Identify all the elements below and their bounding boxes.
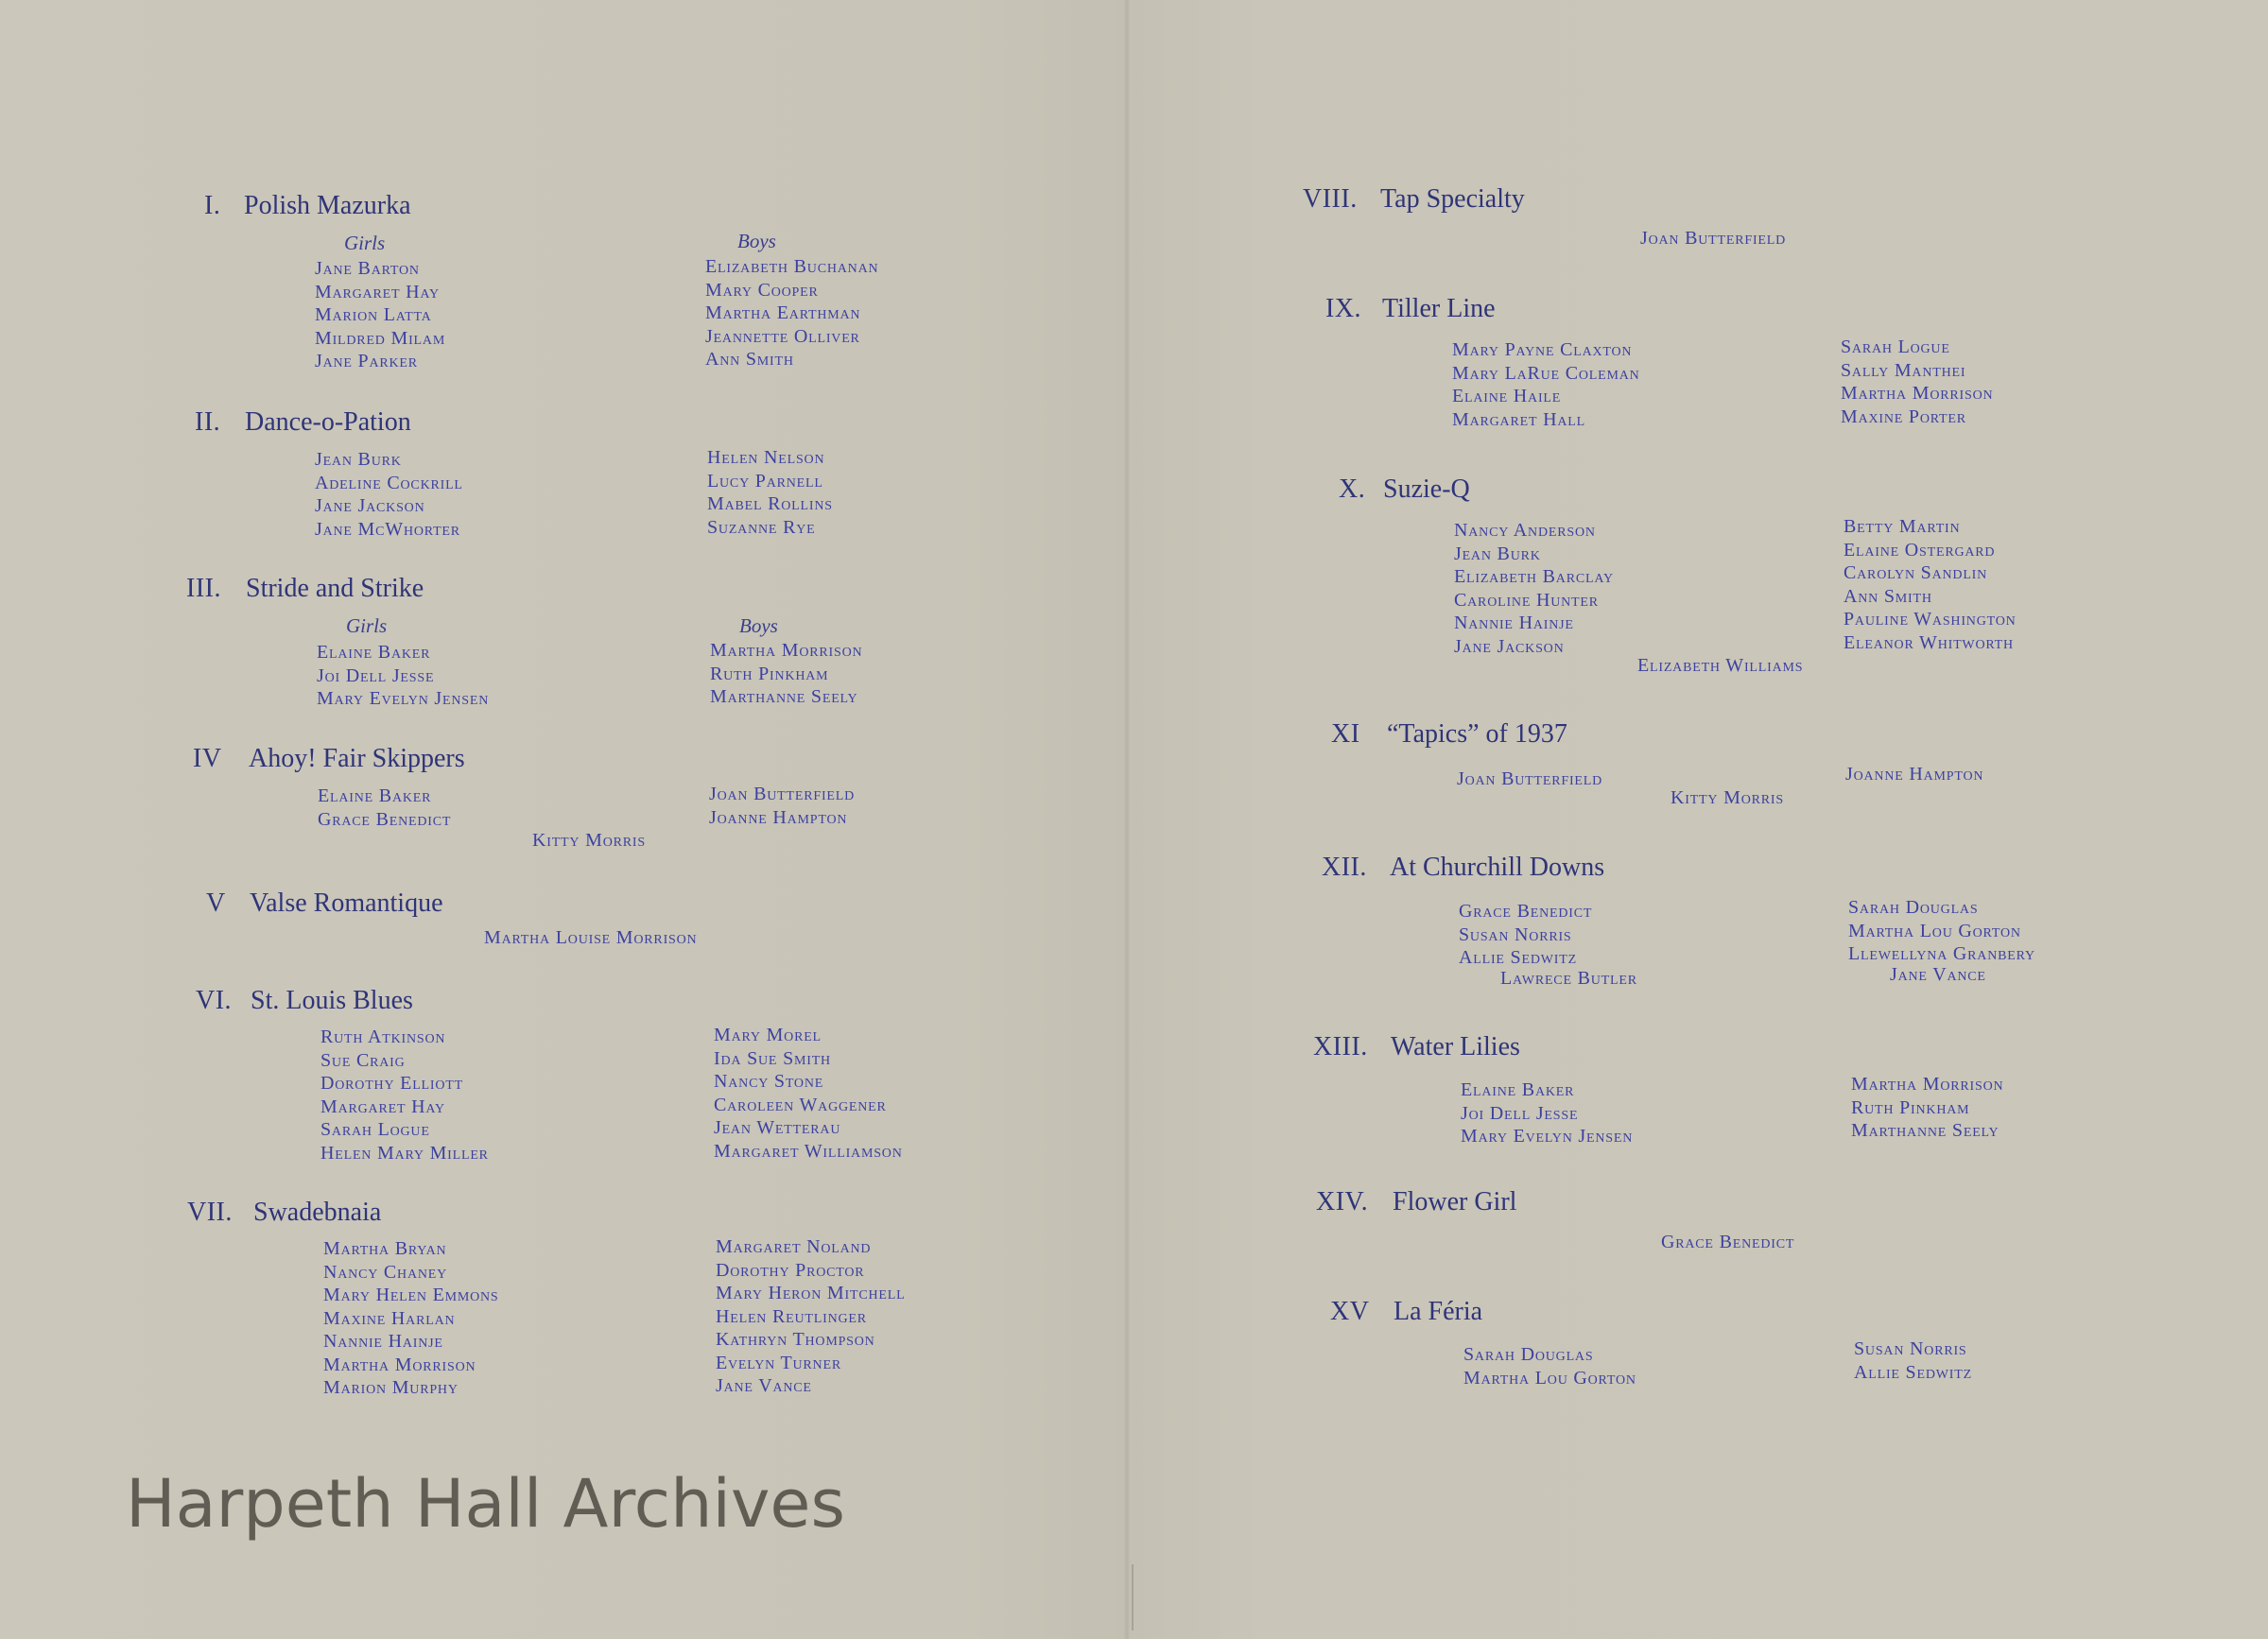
performer-name: Caroline Hunter: [1454, 589, 1599, 611]
performer-name: Marthanne Seely: [710, 686, 858, 707]
section-number: XIII.: [1313, 1032, 1368, 1061]
name-list-right: [1851, 1073, 2003, 1143]
name-list-left: [1457, 768, 1602, 791]
name-list-right: [716, 1235, 905, 1398]
performer-name: Jeannette Olliver: [705, 325, 860, 347]
girls-heading: Girls: [344, 232, 386, 254]
name-list-right: [714, 1024, 903, 1163]
girls-heading: Girls: [346, 614, 388, 637]
section-number: II.: [195, 407, 221, 437]
performer-name: Sarah Logue: [1841, 336, 1950, 357]
performer-name: Joi Dell Jesse: [317, 664, 435, 686]
section-number: XI: [1331, 719, 1360, 749]
section-number: III.: [186, 574, 221, 603]
section-title: Dance-o-Pation: [245, 407, 411, 437]
performer-name: Sue Craig: [320, 1049, 406, 1071]
section-title: Stride and Strike: [246, 574, 424, 603]
performer-name: Jean Wetterau: [714, 1117, 841, 1138]
performer-name: Elizabeth Buchanan: [705, 256, 879, 277]
performer-name: Elaine Ostergard: [1844, 539, 1996, 561]
performer-name: Martha Lou Gorton: [1463, 1367, 1636, 1389]
section-title: Suzie-Q: [1383, 474, 1470, 504]
name-list-right: [1848, 896, 2035, 966]
section-number: XIV.: [1316, 1187, 1369, 1216]
performer-name: Margaret Hay: [320, 1096, 445, 1117]
performer-name: Mary Payne Claxton: [1452, 339, 1633, 360]
name-list-left: [317, 641, 489, 711]
performer-name: Sally Manthei: [1841, 359, 1966, 381]
performer-name: Susan Norris: [1459, 923, 1572, 945]
performer-name: Mary Helen Emmons: [323, 1285, 499, 1305]
performer-name: Martha Lou Gorton: [1848, 920, 2021, 941]
performer-name: Mary Evelyn Jensen: [1461, 1126, 1634, 1147]
performer-name: Jean Burk: [1454, 543, 1541, 564]
section-title: St. Louis Blues: [251, 986, 413, 1015]
performer-name: Ida Sue Smith: [714, 1047, 831, 1069]
performer-name: Ruth Atkinson: [320, 1027, 446, 1047]
performer-name: Marion Murphy: [323, 1377, 459, 1398]
section-title: Flower Girl: [1393, 1187, 1517, 1216]
performer-name: Margaret Hall: [1452, 408, 1585, 430]
performer-name: Allie Sedwitz: [1854, 1361, 1972, 1383]
section-title: Water Lilies: [1391, 1032, 1520, 1061]
performer-name: Sarah Logue: [320, 1119, 430, 1140]
performer-name: Llewellyna Granbery: [1848, 943, 2035, 964]
name-list-right: [705, 255, 878, 371]
performer-name: Ruth Pinkham: [1851, 1096, 1970, 1118]
performer-name: Elizabeth Barclay: [1454, 566, 1614, 587]
performer-name: Mary LaRue Coleman: [1452, 362, 1640, 384]
section-number: IV: [193, 744, 222, 773]
performer-name: Martha Morrison: [323, 1354, 476, 1375]
performer-name: Dorothy Proctor: [716, 1259, 865, 1281]
name-list-left: [1463, 1343, 1636, 1389]
name-list-left: [1452, 338, 1640, 431]
name-list-left: [320, 1026, 489, 1165]
name-list-right: [707, 446, 833, 539]
section-number: I.: [204, 191, 221, 220]
performer-name: Martha Morrison: [710, 640, 863, 661]
performer-name: Maxine Harlan: [323, 1307, 456, 1329]
performer-name: Joan Butterfield: [1457, 768, 1603, 789]
name-list-left: [315, 257, 445, 373]
performer-name: Jean Burk: [315, 449, 402, 470]
performer-name: Martha Bryan: [323, 1238, 447, 1259]
performer-name: Jane Jackson: [1454, 635, 1565, 657]
performer-name: Mildred Milam: [315, 327, 446, 349]
featured-name: Joan Butterfield: [1640, 228, 1787, 249]
performer-name: Elaine Baker: [318, 785, 432, 806]
performer-name: Jane Jackson: [315, 495, 425, 516]
featured-name: Kitty Morris: [1671, 787, 1784, 808]
featured-name: Martha Louise Morrison: [484, 927, 698, 948]
performer-name: Nancy Stone: [714, 1071, 824, 1092]
name-extra-right: Jane Vance: [1890, 964, 1986, 985]
section-title: Tap Specialty: [1380, 184, 1525, 214]
performer-name: Grace Benedict: [1459, 901, 1593, 922]
performer-name: Mary Morel: [714, 1025, 822, 1045]
name-list-right: [1841, 336, 1993, 428]
section-number: X.: [1339, 474, 1366, 504]
name-list-left: [323, 1237, 499, 1400]
performer-name: Elaine Baker: [1461, 1079, 1575, 1100]
performer-name: Joanne Hampton: [709, 806, 848, 828]
section-number: XII.: [1322, 853, 1367, 882]
performer-name: Eleanor Whitworth: [1844, 631, 2014, 653]
name-list-right: [710, 639, 862, 709]
boys-heading: Boys: [737, 230, 776, 252]
performer-name: Nannie Hainje: [323, 1331, 443, 1352]
performer-name: Nancy Chaney: [323, 1261, 448, 1283]
name-list-left: [1454, 519, 1614, 658]
archive-watermark: Harpeth Hall Archives: [126, 1465, 845, 1543]
performer-name: Martha Morrison: [1841, 383, 1994, 404]
section-title: Swadebnaia: [253, 1198, 382, 1227]
performer-name: Susan Norris: [1854, 1338, 1967, 1359]
name-list-left: [318, 785, 451, 831]
section-title: “Tapics” of 1937: [1387, 719, 1567, 749]
staple-mark: [1132, 1564, 1134, 1630]
performer-name: Caroleen Waggener: [714, 1094, 887, 1115]
performer-name: Dorothy Elliott: [320, 1073, 463, 1094]
name-list-left: [1459, 900, 1592, 970]
performer-name: Nannie Hainje: [1454, 612, 1574, 633]
performer-name: Jane Vance: [716, 1375, 812, 1396]
performer-name: Betty Martin: [1844, 516, 1961, 537]
performer-name: Evelyn Turner: [716, 1352, 841, 1373]
performer-name: Martha Earthman: [705, 302, 861, 323]
section-title: Ahoy! Fair Skippers: [249, 744, 465, 773]
performer-name: Joanne Hampton: [1845, 764, 1984, 785]
section-number: XV: [1330, 1297, 1370, 1326]
section-number: V: [206, 889, 226, 918]
performer-name: Helen Nelson: [707, 447, 825, 468]
performer-name: Margaret Hay: [315, 281, 440, 302]
section-title: Tiller Line: [1382, 294, 1496, 323]
performer-name: Mary Evelyn Jensen: [317, 688, 490, 709]
performer-name: Elaine Baker: [317, 642, 431, 663]
featured-name: Kitty Morris: [532, 830, 646, 851]
section-number: IX.: [1325, 294, 1362, 323]
performer-name: Mabel Rollins: [707, 493, 833, 514]
performer-name: Ann Smith: [705, 349, 794, 370]
performer-name: Maxine Porter: [1841, 405, 1966, 427]
name-extra-left: Lawrece Butler: [1500, 968, 1637, 989]
performer-name: Allie Sedwitz: [1459, 947, 1577, 968]
performer-name: Grace Benedict: [318, 808, 452, 830]
performer-name: Margaret Noland: [716, 1236, 872, 1257]
name-list-right: [1844, 515, 2017, 654]
performer-name: Nancy Anderson: [1454, 520, 1596, 541]
performer-name: Pauline Washington: [1844, 609, 2017, 630]
name-list-right: [1845, 763, 1983, 786]
section-title: La Féria: [1394, 1297, 1483, 1326]
section-title: At Churchill Downs: [1390, 853, 1605, 882]
performer-name: Mary Cooper: [705, 279, 819, 301]
performer-name: Jane Barton: [315, 258, 420, 279]
section-number: VIII.: [1303, 184, 1358, 214]
performer-name: Joi Dell Jesse: [1461, 1102, 1579, 1124]
section-title: Polish Mazurka: [244, 191, 411, 220]
section-title: Valse Romantique: [250, 889, 443, 918]
performer-name: Martha Morrison: [1851, 1074, 2004, 1095]
page-fold: [1124, 0, 1130, 1639]
performer-name: Kathryn Thompson: [716, 1329, 875, 1350]
performer-name: Jane Parker: [315, 351, 418, 371]
performer-name: Adeline Cockrill: [315, 472, 463, 493]
featured-name: Grace Benedict: [1661, 1232, 1795, 1252]
performer-name: Ruth Pinkham: [710, 663, 829, 684]
performer-name: Helen Reutlinger: [716, 1305, 867, 1327]
featured-name: Elizabeth Williams: [1637, 655, 1804, 676]
performer-name: Joan Butterfield: [709, 784, 856, 804]
section-number: VI.: [196, 986, 233, 1015]
performer-name: Elaine Haile: [1452, 386, 1562, 406]
performer-name: Margaret Williamson: [714, 1140, 903, 1162]
name-list-right: [709, 783, 855, 829]
boys-heading: Boys: [739, 614, 778, 637]
performer-name: Jane McWhorter: [315, 518, 460, 540]
performer-name: Marion Latta: [315, 304, 432, 325]
name-list-left: [1461, 1078, 1633, 1148]
performer-name: Lucy Parnell: [707, 470, 823, 492]
performer-name: Sarah Douglas: [1848, 897, 1979, 918]
performer-name: Marthanne Seely: [1851, 1120, 2000, 1141]
name-list-left: [315, 448, 463, 541]
performer-name: Sarah Douglas: [1463, 1344, 1594, 1365]
performer-name: Ann Smith: [1844, 585, 1932, 607]
section-number: VII.: [187, 1198, 233, 1227]
left-page: [0, 0, 1127, 1639]
performer-name: Carolyn Sandlin: [1844, 562, 1988, 583]
performer-name: Helen Mary Miller: [320, 1142, 489, 1164]
name-list-right: [1854, 1337, 1972, 1384]
performer-name: Mary Heron Mitchell: [716, 1283, 906, 1303]
performer-name: Suzanne Rye: [707, 516, 816, 538]
